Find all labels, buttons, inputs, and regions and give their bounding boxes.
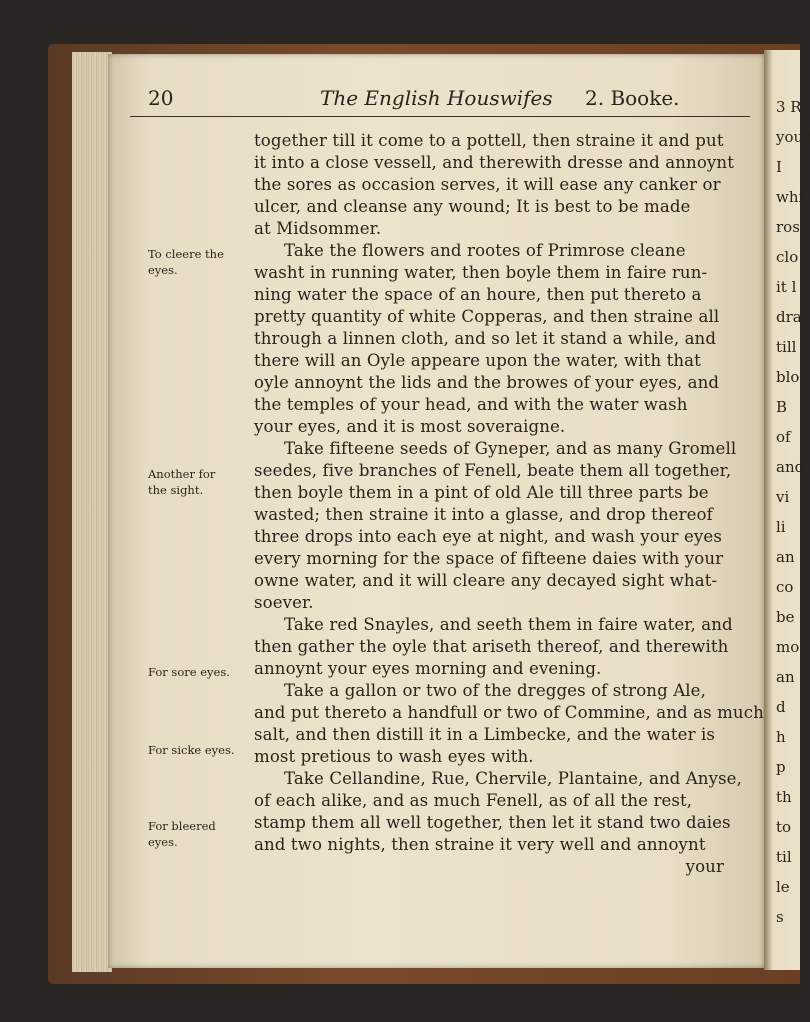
facing-page-fragment: an xyxy=(776,668,795,686)
text-line: seedes, five branches of Fenell, beate them all together, xyxy=(254,461,732,480)
facing-page-fragment: co xyxy=(776,578,794,596)
page-number: 20 xyxy=(148,86,174,110)
text-line: annoynt your eyes morning and evening. xyxy=(254,659,602,678)
text-line: and two nights, then straine it very well and annoynt xyxy=(254,835,706,854)
facing-page-fragment: vi xyxy=(776,488,790,506)
text-line: oyle annoynt the lids and the browes of your eyes, and xyxy=(254,373,720,392)
facing-page-fragment: B xyxy=(776,398,788,416)
text-line: most pretious to wash eyes with. xyxy=(254,747,534,766)
text-line: there will an Oyle appeare upon the water, with that xyxy=(254,351,701,370)
text-line: at Midsommer. xyxy=(254,219,382,238)
text-line: pretty quantity of white Copperas, and then straine all xyxy=(254,307,720,326)
text-line: Take red Snayles, and seeth them in faire water, and xyxy=(284,615,733,634)
facing-page-fragment: p xyxy=(776,758,786,776)
facing-page-fragment: ros xyxy=(776,218,800,236)
text-line: ulcer, and cleanse any wound; It is best to be made xyxy=(254,197,691,216)
background xyxy=(0,984,800,1022)
text-line: then gather the oyle that ariseth thereof, and therewith xyxy=(254,637,729,656)
facing-page-fragment: d xyxy=(776,698,786,716)
facing-page-fragment: th xyxy=(776,788,792,806)
facing-page-fragment: dra xyxy=(776,308,802,326)
margin-note: Another for xyxy=(148,467,216,481)
text-line: every morning for the space of fifteene daies with your xyxy=(254,549,724,568)
margin-note: eyes. xyxy=(148,835,178,849)
facing-page-fragment: to xyxy=(776,818,792,836)
facing-page-fragment: your xyxy=(776,128,810,146)
text-line: Take the flowers and rootes of Primrose cleane xyxy=(284,241,686,260)
text-line: it into a close vessell, and therewith dresse and annoynt xyxy=(254,153,734,172)
page-stack-edge xyxy=(72,52,112,972)
margin-note: For bleered xyxy=(148,819,216,833)
facing-page-fragment: it l xyxy=(776,278,797,296)
text-line: stamp them all well together, then let it stand two daies xyxy=(254,813,731,832)
margin-note: For sicke eyes. xyxy=(148,743,235,757)
text-line: the sores as occasion serves, it will ease any canker or xyxy=(254,175,721,194)
text-line: owne water, and it will cleare any decayed sight what- xyxy=(254,571,718,590)
facing-page-fragment: le xyxy=(776,878,790,896)
margin-note: For sore eyes. xyxy=(148,665,230,679)
facing-page-fragment: whi xyxy=(776,188,804,206)
text-line: salt, and then distill it in a Limbecke, and the water is xyxy=(254,725,716,744)
page-content xyxy=(130,86,764,876)
facing-page-fragment: clo xyxy=(776,248,799,266)
facing-page-fragment: 3 R xyxy=(776,98,802,116)
facing-page-fragment: of xyxy=(776,428,791,446)
text-line: Take fifteene seeds of Gyneper, and as many Gromell xyxy=(284,439,737,458)
text-line: and put thereto a handfull or two of Commine, and as much xyxy=(254,703,764,722)
book-label: 2. Booke. xyxy=(585,86,680,110)
text-line: Take Cellandine, Rue, Chervile, Plantaine, and Anyse, xyxy=(284,769,742,788)
text-line: of each alike, and as much Fenell, as of all the rest, xyxy=(254,791,693,810)
text-line: the temples of your head, and with the water wash xyxy=(254,395,688,414)
facing-page-fragment: and xyxy=(776,458,805,476)
text-line: ning water the space of an houre, then put thereto a xyxy=(254,285,702,304)
running-title: The English Houswifes xyxy=(320,86,553,110)
text-line: wasted; then straine it into a glasse, and drop thereof xyxy=(254,505,713,524)
page-header xyxy=(130,86,750,117)
text-line: soever. xyxy=(254,593,314,612)
text-line: together till it come to a pottell, then straine it and put xyxy=(254,131,724,150)
text-line: Take a gallon or two of the dregges of strong Ale, xyxy=(284,681,706,700)
text-line: three drops into each eye at night, and wash your eyes xyxy=(254,527,722,546)
facing-page-fragment: li xyxy=(776,518,786,536)
facing-page-fragment: til xyxy=(776,848,792,866)
text-line: your eyes, and it is most soveraigne. xyxy=(254,417,566,436)
facing-page-fragment: till xyxy=(776,338,797,356)
facing-page-fragment: h xyxy=(776,728,786,746)
text-line: through a linnen cloth, and so let it stand a while, and xyxy=(254,329,717,348)
facing-page-fragment: s xyxy=(776,908,784,926)
margin-note: eyes. xyxy=(148,263,178,277)
facing-page-fragment: an xyxy=(776,548,795,566)
text-line: then boyle them in a pint of old Ale till three parts be xyxy=(254,483,709,502)
facing-page-fragment: be xyxy=(776,608,795,626)
margin-note: To cleere the xyxy=(148,247,224,261)
margin-note: the sight. xyxy=(148,483,204,497)
facing-page-fragment: blo xyxy=(776,368,800,386)
facing-page-fragment: mo xyxy=(776,638,800,656)
facing-page-fragment: I xyxy=(776,158,782,176)
catchword: your xyxy=(685,857,724,876)
text-line: washt in running water, then boyle them in faire run- xyxy=(254,263,708,282)
